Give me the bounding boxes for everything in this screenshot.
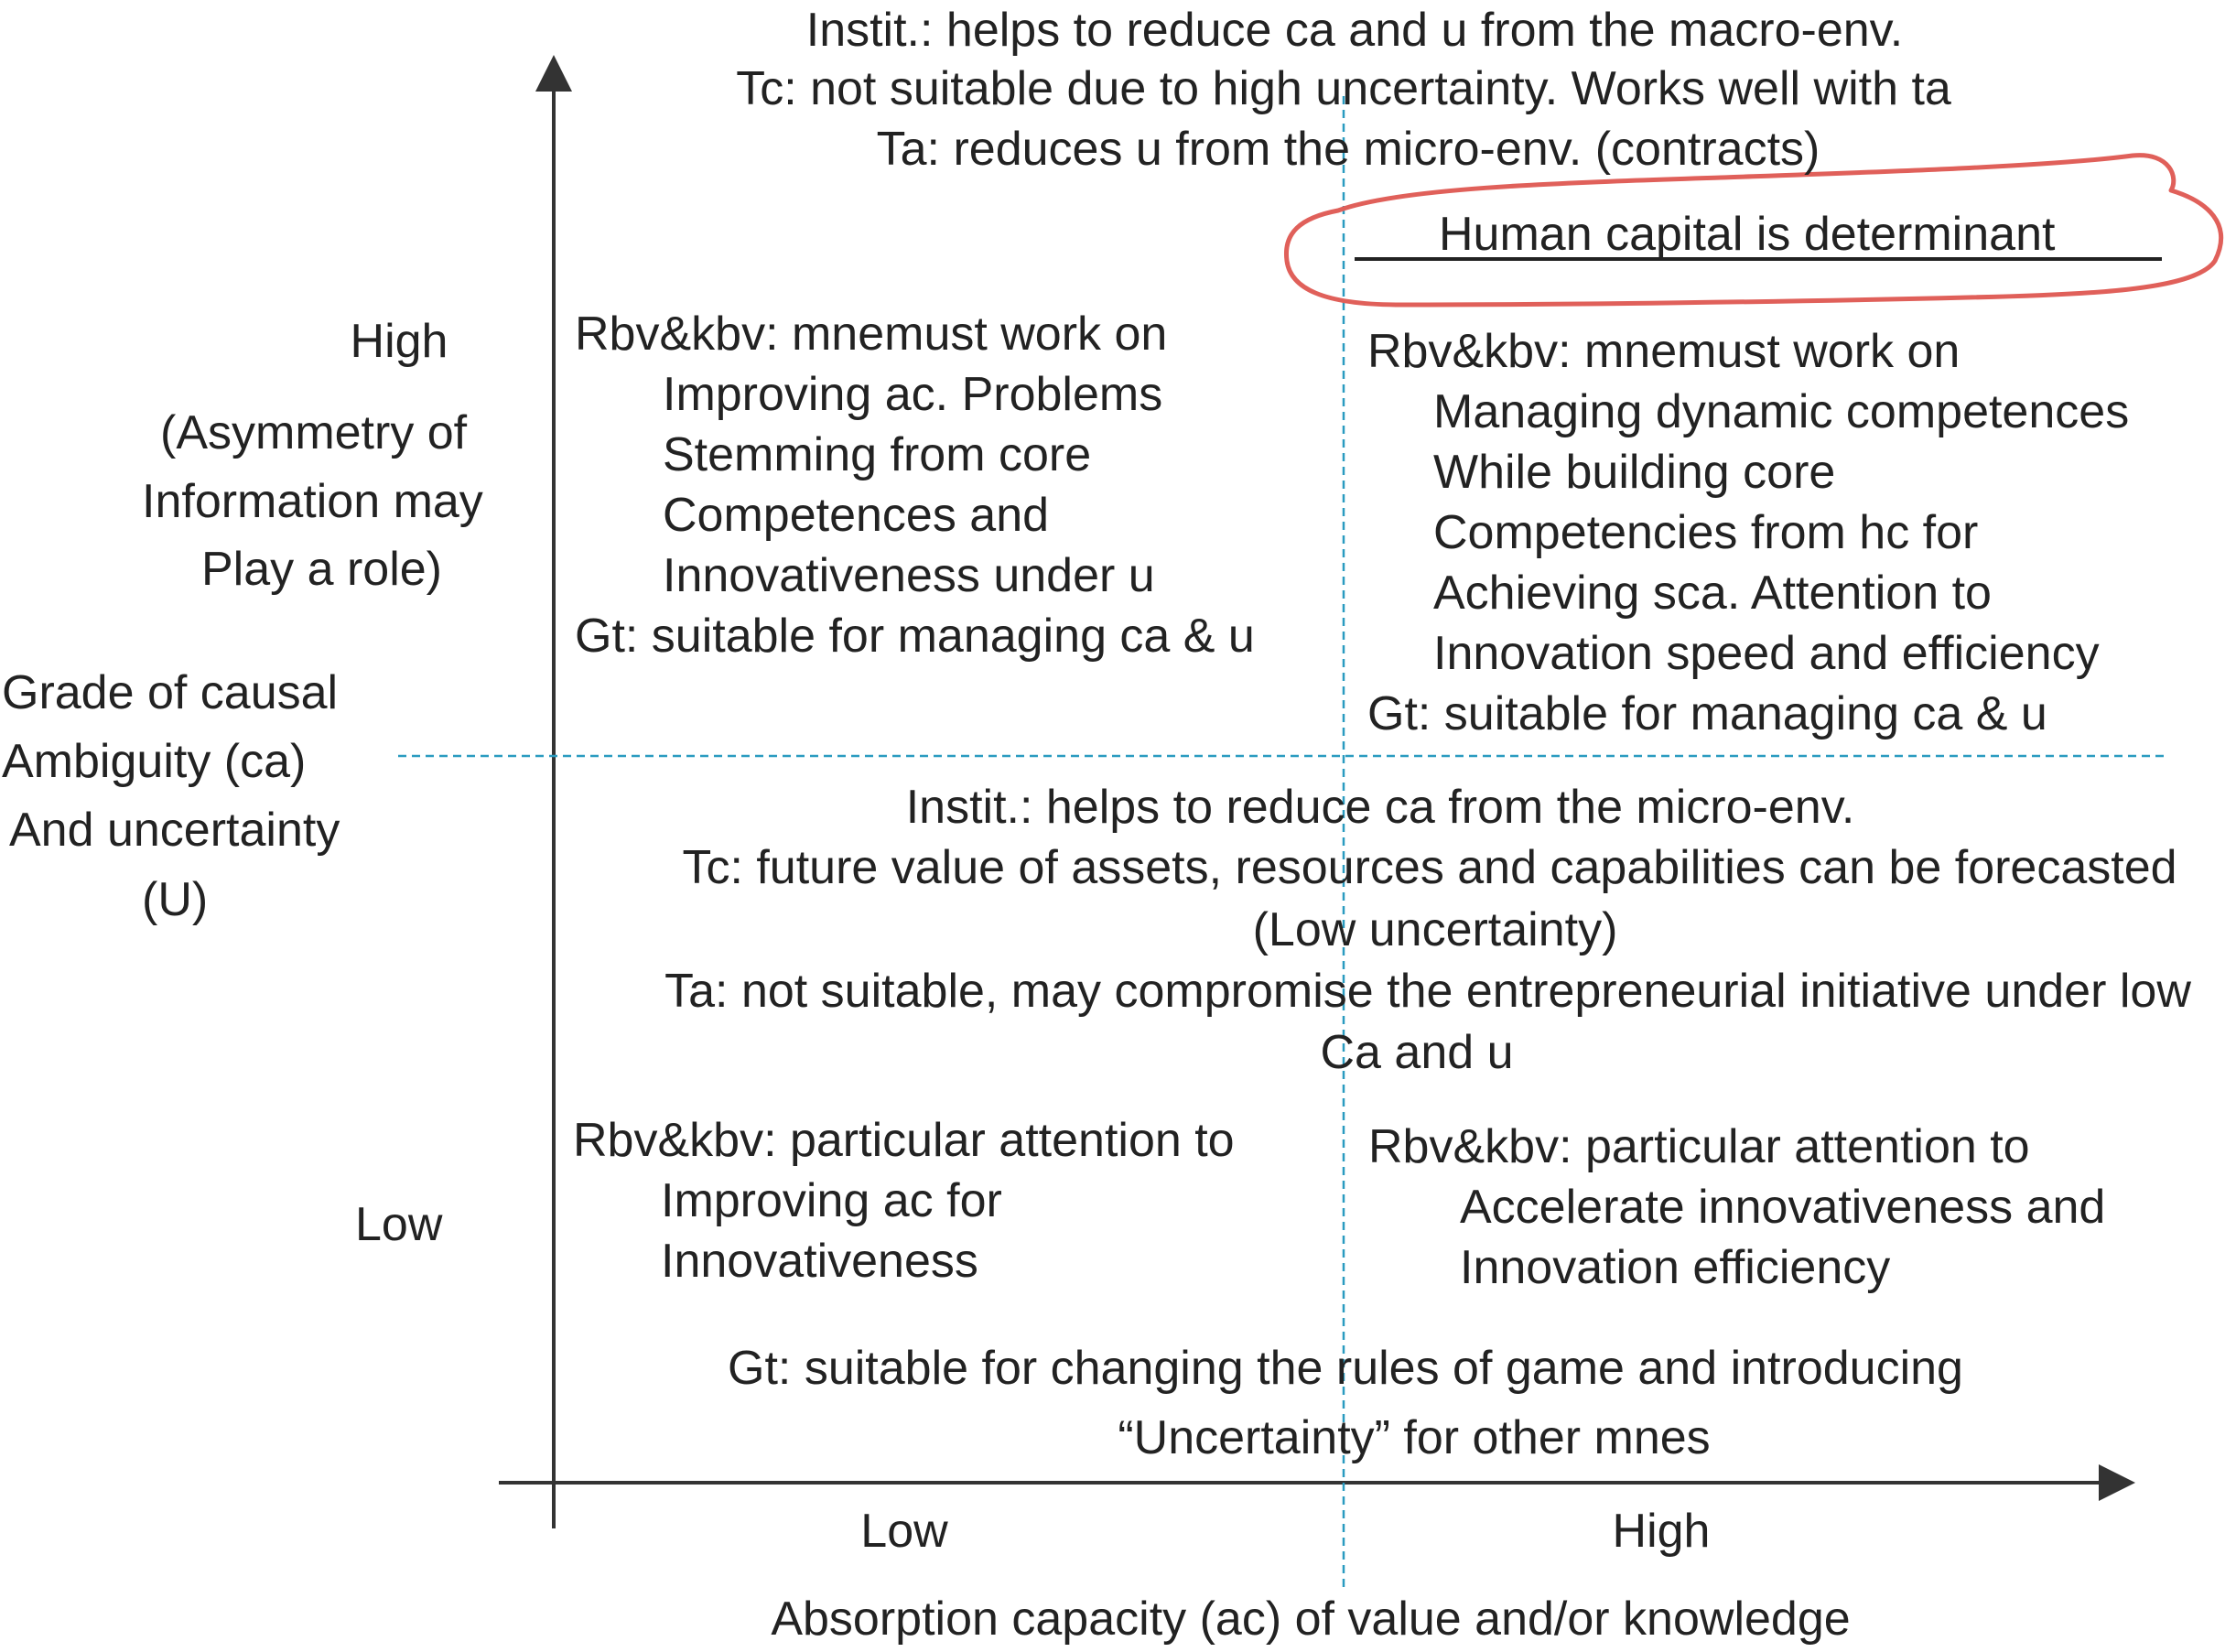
y-high-note-1: (Asymmetry of — [160, 406, 468, 459]
quadrant-high-high-item: Achieving sca. Attention to — [1433, 567, 1992, 620]
quadrant-high-high-heading: Rbv&kbv: mnemust work on — [1367, 325, 1961, 378]
quadrant-high-high — [1367, 321, 2129, 744]
y-axis-title-2: Ambiguity (ca) — [2, 735, 307, 788]
x-low-label: Low — [860, 1505, 948, 1558]
y-high-note-3: Play a role) — [201, 543, 442, 596]
quadrant-high-low-heading: Rbv&kbv: mnemust work on — [575, 308, 1168, 361]
quadrant-low-low-item: Improving ac for — [661, 1174, 1002, 1227]
quadrant-high-low-item: Competences and — [663, 489, 1050, 542]
y-high-label: High — [350, 315, 448, 368]
quadrant-low-high-item: Innovation efficiency — [1460, 1241, 1891, 1294]
quadrant-high-low-footer: Gt: suitable for managing ca & u — [575, 610, 1255, 663]
y-axis-title-3: And uncertainty — [9, 804, 340, 857]
quadrant-high-low — [575, 304, 1255, 666]
quadrant-high-high-item: Managing dynamic competences — [1433, 385, 2130, 438]
top-text-1: Instit.: helps to reduce ca and u from the macro-env. — [805, 4, 1904, 57]
quadrant-low-high — [1368, 1117, 2105, 1298]
bottom-text-2: “Uncertainty” for other mnes — [1118, 1411, 1711, 1464]
highlight-text: Human capital is determinant — [1439, 208, 2056, 261]
quadrant-high-low-item: Stemming from core — [663, 428, 1092, 481]
quadrant-low-high-item: Accelerate innovativeness and — [1460, 1181, 2106, 1234]
y-axis-title-4: (U) — [142, 873, 209, 926]
quadrant-high-high-item: While building core — [1433, 446, 1836, 499]
y-low-label: Low — [355, 1198, 443, 1251]
y-high-note-2: Information may — [142, 475, 483, 528]
quadrant-high-high-item: Competencies from hc for — [1433, 506, 1979, 559]
middle-text-2: Tc: future value of assets, resources and capabilities can be forecasted — [682, 841, 2177, 894]
top-text-2: Tc: not suitable due to high uncertainty. Works well with ta — [736, 62, 1951, 115]
y-axis-title-1: Grade of causal — [2, 666, 339, 719]
top-text-3: Ta: reduces u from the micro-env. (contracts) — [876, 123, 1820, 176]
quadrant-high-high-footer: Gt: suitable for managing ca & u — [1367, 687, 2047, 740]
quadrant-high-high-item: Innovation speed and efficiency — [1433, 627, 2100, 680]
middle-text-3: (Low uncertainty) — [1252, 903, 1618, 956]
quadrant-low-high-heading: Rbv&kbv: particular attention to — [1368, 1120, 2030, 1173]
quadrant-low-low-item: Innovativeness — [661, 1235, 978, 1288]
quadrant-high-low-item: Improving ac. Problems — [663, 368, 1163, 421]
quadrant-low-low-heading: Rbv&kbv: particular attention to — [573, 1114, 1235, 1167]
middle-text-4: Ta: not suitable, may compromise the entrepreneurial initiative under low — [664, 965, 2191, 1018]
middle-text-5: Ca and u — [1320, 1026, 1514, 1079]
x-axis-title: Absorption capacity (ac) of value and/or knowledge — [771, 1593, 1851, 1646]
quadrant-high-low-item: Innovativeness under u — [663, 549, 1155, 602]
x-high-label: High — [1612, 1505, 1711, 1558]
quadrant-low-low — [573, 1110, 1235, 1291]
bottom-text-1: Gt: suitable for changing the rules of game and introducing — [728, 1342, 1963, 1395]
middle-text-1: Instit.: helps to reduce ca from the micro-env. — [905, 781, 1855, 834]
